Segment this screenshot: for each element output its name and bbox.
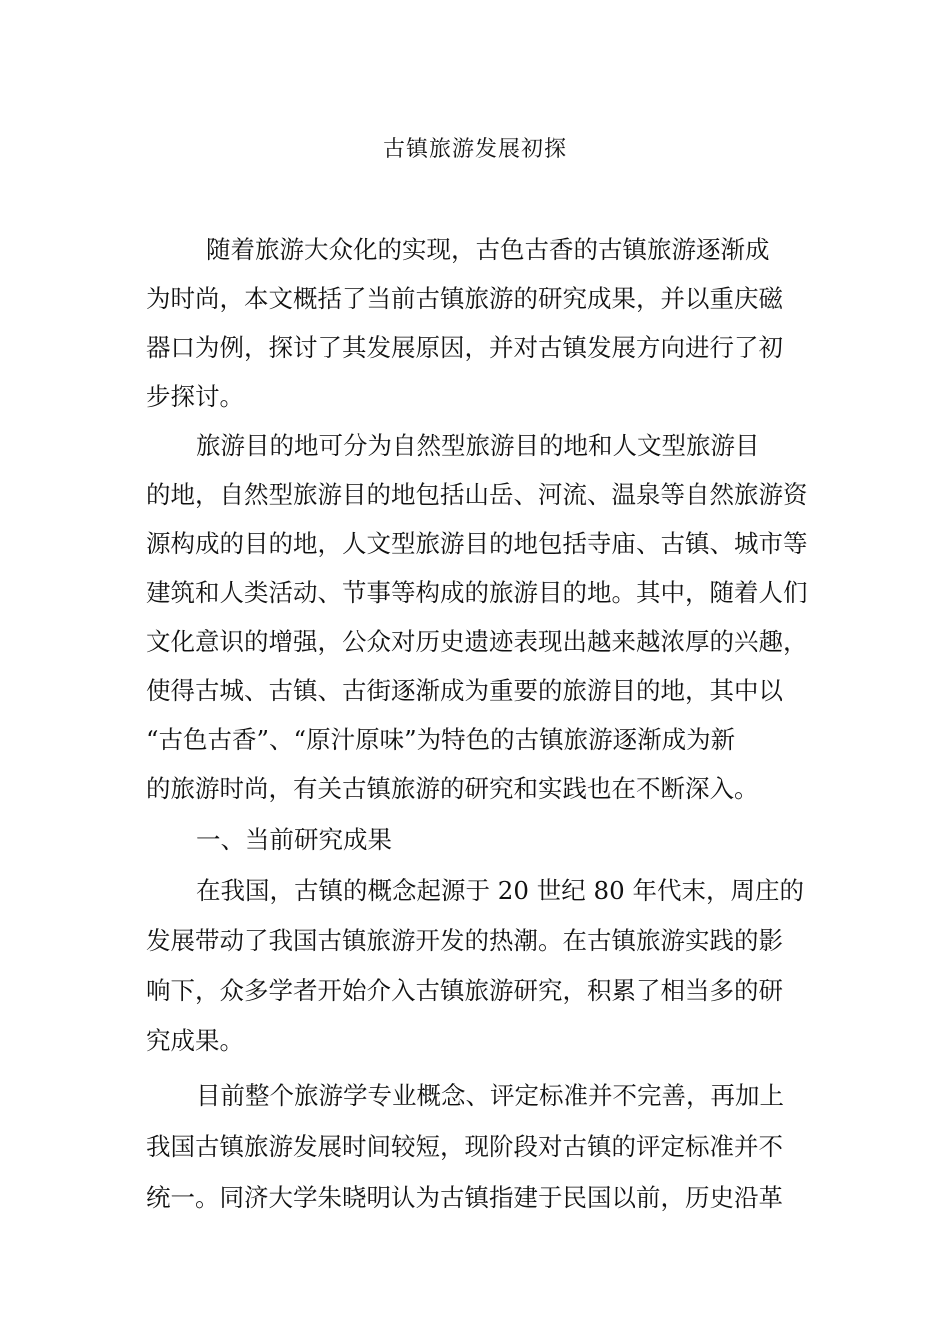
paragraph-line: “古色古香”、“原汁原味”为特色的古镇旅游逐渐成为新	[146, 725, 736, 754]
abstract-line: 步探讨。	[146, 382, 244, 411]
paragraph-line: 究成果。	[146, 1026, 244, 1055]
paragraph-line: 在我国，古镇的概念起源于 20 世纪 80 年代末，周庄的	[196, 876, 804, 905]
paragraph-line: 目前整个旅游学专业概念、评定标准并不完善，再加上	[196, 1081, 784, 1110]
paragraph-line: 统一。同济大学朱晓明认为古镇指建于民国以前，历史沿革	[146, 1183, 783, 1212]
paragraph-line: 源构成的目的地，人文型旅游目的地包括寺庙、古镇、城市等	[146, 529, 808, 558]
abstract-line: 器口为例，探讨了其发展原因，并对古镇发展方向进行了初	[146, 333, 783, 362]
section-heading: 一、当前研究成果	[196, 825, 392, 854]
document-title: 古镇旅游发展初探	[382, 137, 567, 162]
paragraph-line: 的旅游时尚，有关古镇旅游的研究和实践也在不断深入。	[146, 774, 759, 803]
paragraph-line: 的地，自然型旅游目的地包括山岳、河流、温泉等自然旅游资	[146, 480, 808, 509]
paragraph-line: 文化意识的增强，公众对历史遗迹表现出越来越浓厚的兴趣，	[146, 627, 808, 656]
paragraph-line: 响下，众多学者开始介入古镇旅游研究，积累了相当多的研	[146, 976, 783, 1005]
paragraph-line: 旅游目的地可分为自然型旅游目的地和人文型旅游目	[196, 431, 760, 460]
paragraph-line: 发展带动了我国古镇旅游开发的热潮。在古镇旅游实践的影	[146, 926, 783, 955]
abstract-line: 随着旅游大众化的实现，古色古香的古镇旅游逐渐成	[206, 235, 770, 264]
abstract-line: 为时尚，本文概括了当前古镇旅游的研究成果，并以重庆磁	[146, 284, 783, 313]
paragraph-line: 使得古城、古镇、古街逐渐成为重要的旅游目的地，其中以	[146, 676, 783, 705]
paragraph-line: 建筑和人类活动、节事等构成的旅游目的地。其中，随着人们	[146, 578, 808, 607]
paragraph-line: 我国古镇旅游发展时间较短，现阶段对古镇的评定标准并不	[146, 1132, 783, 1161]
